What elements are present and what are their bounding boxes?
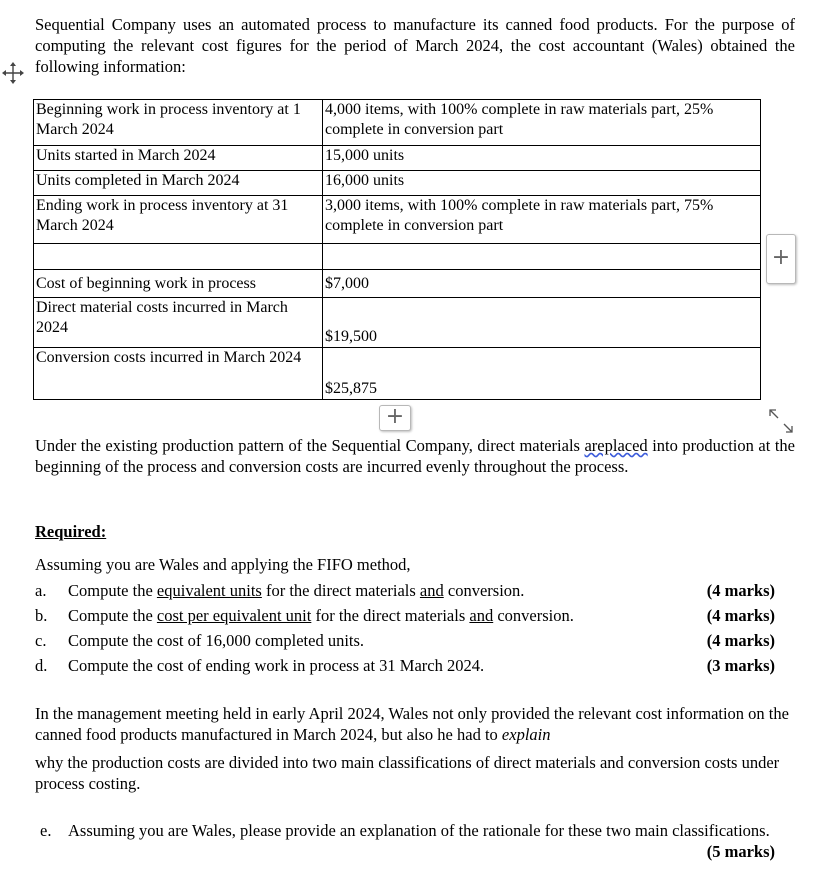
- required-heading: Required:: [35, 522, 107, 541]
- table-cell-label: Units completed in March 2024: [34, 171, 323, 196]
- table-cell-value: $7,000: [323, 270, 761, 298]
- question-letter: c.: [35, 631, 47, 650]
- table-cell-label: Ending work in process inventory at 31 March 2024: [34, 196, 323, 244]
- production-note: [35, 435, 795, 477]
- table-row: [34, 348, 761, 400]
- add-row-button[interactable]: [379, 405, 411, 431]
- table-row: [34, 146, 761, 171]
- table-row: [34, 100, 761, 146]
- list-item: [35, 630, 775, 655]
- question-text: Compute the equivalent units for the direct materials and conversion.: [68, 581, 525, 600]
- intro-paragraph: Sequential Company uses an automated process to manufacture its canned food products. For the purpose of computing the relevant cost figures for the period of March 2024, the cost accountant (Wales) obtained the following information:: [35, 15, 795, 76]
- table-cell-label: Cost of beginning work in process: [34, 270, 323, 298]
- question-text: Compute the cost of 16,000 completed units.: [68, 631, 365, 650]
- question-marks: (4 marks): [706, 631, 775, 650]
- reason-paragraph: why the production costs are divided into two main classifications of direct materials and conversion costs under process costing.: [35, 753, 780, 793]
- plus-icon: +: [771, 245, 791, 270]
- table-row: [34, 270, 761, 298]
- table-row: [34, 244, 761, 270]
- cost-information-table: [33, 99, 761, 400]
- question-letter: b.: [35, 606, 48, 625]
- table-row: [34, 171, 761, 196]
- assumption-line: Assuming you are Wales and applying the FIFO method,: [35, 555, 411, 574]
- production-note-text: Under the existing production pattern of the Sequential Company, direct materials: [35, 436, 585, 455]
- emphasis-word: explain: [501, 725, 551, 744]
- question-text: Compute the cost per equivalent unit for the direct materials and conversion.: [68, 606, 574, 625]
- question-text: Compute the cost of ending work in process at 31 March 2024.: [68, 656, 485, 675]
- meeting-paragraph: [35, 703, 795, 745]
- question-marks: (5 marks): [706, 842, 775, 861]
- table-cell-value: 4,000 items, with 100% complete in raw materials part, 25% complete in conversion part: [323, 100, 761, 146]
- list-item: [35, 580, 775, 605]
- production-note-text: into production at the beginning of the process and conversion costs are incurred evenly throughout the process.: [35, 436, 795, 476]
- table-cell-value: [323, 244, 761, 270]
- question-marks: (4 marks): [706, 581, 775, 600]
- question-letter: d.: [35, 656, 48, 675]
- table-row: [34, 298, 761, 348]
- move-handle-icon[interactable]: [2, 62, 24, 84]
- table-cell-label: Direct material costs incurred in March 2024: [34, 298, 323, 348]
- table-cell-label: Units started in March 2024: [34, 146, 323, 171]
- question-letter: e.: [40, 821, 52, 840]
- question-text: Assuming you are Wales, please provide an explanation of the rationale for these two main classifications.: [68, 821, 770, 840]
- table-cell-label: Beginning work in process inventory at 1 March 2024: [34, 100, 323, 146]
- list-item: [35, 655, 775, 680]
- table-cell-value: 15,000 units: [323, 146, 761, 171]
- question-marks: (3 marks): [706, 656, 775, 675]
- table-cell-label: Conversion costs incurred in March 2024: [34, 348, 323, 400]
- table-cell-value: 3,000 items, with 100% complete in raw materials part, 75% complete in conversion part: [323, 196, 761, 244]
- question-letter: a.: [35, 581, 47, 600]
- table-row: [34, 196, 761, 244]
- question-marks: (4 marks): [706, 606, 775, 625]
- spelling-flag[interactable]: areplaced: [584, 436, 648, 455]
- table-cell-label: [34, 244, 323, 270]
- question-list: [35, 580, 775, 680]
- table-cell-value: $19,500: [323, 298, 761, 348]
- plus-icon: +: [385, 404, 405, 429]
- question-e: [40, 820, 775, 861]
- table-cell-value: 16,000 units: [323, 171, 761, 196]
- table-cell-value: $25,875: [323, 348, 761, 400]
- meeting-text: In the management meeting held in early April 2024, Wales not only provided the relevant cost information on the canned food products manufactured in March 2024, but also he had to: [35, 704, 789, 744]
- list-item: [35, 605, 775, 630]
- add-column-button[interactable]: [766, 234, 796, 284]
